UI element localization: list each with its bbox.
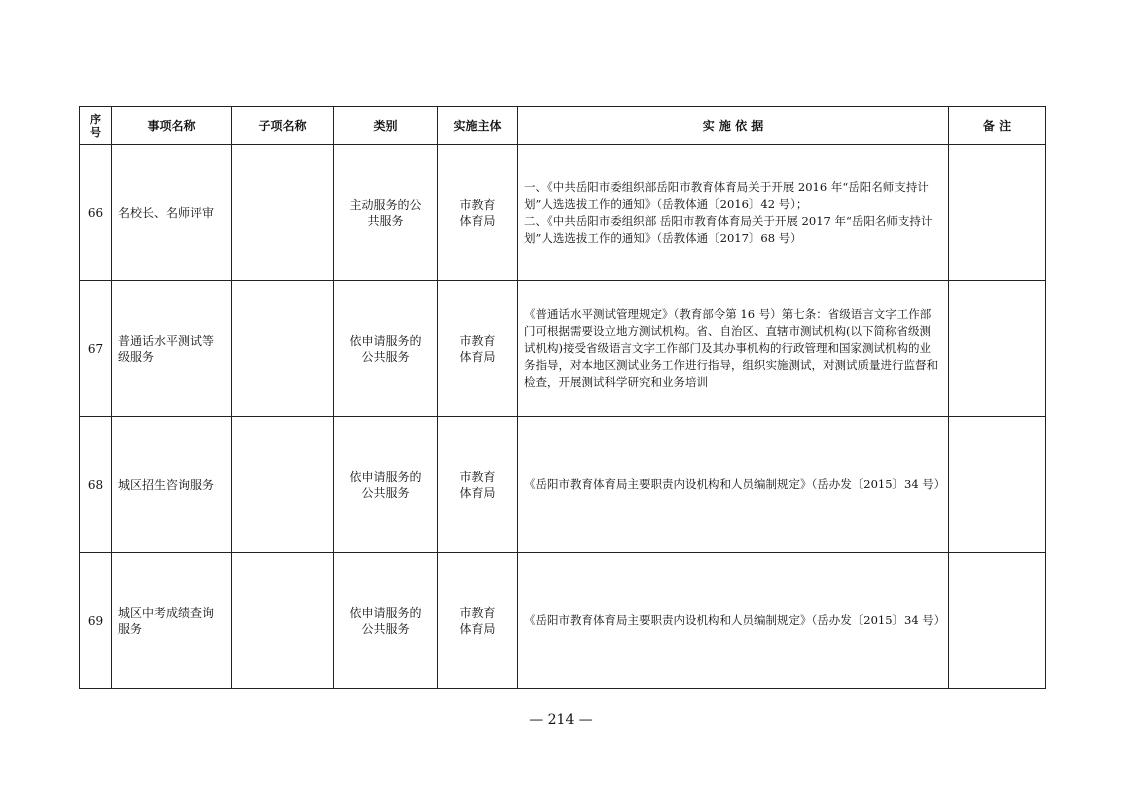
cell-category [334,281,438,417]
cell-basis [518,281,949,417]
cell-remark [949,145,1046,281]
cell-basis [518,553,949,689]
cell-category [334,145,438,281]
header-seq: 序号 [80,107,112,145]
cell-item-name: 普通话水平测试等级服务 [112,281,232,417]
header-category: 类别 [334,107,438,145]
cell-category [334,417,438,553]
basis-clause: 二、《中共岳阳市委组织部 岳阳市教育体育局关于开展 2017 年“岳阳名师支持计划”人选选拔工作的通知》（岳教体通〔2017〕68 号） [524,213,933,245]
cell-remark [949,281,1046,417]
category-text: 依申请服务的公共服务 [349,469,422,500]
header-basis: 实 施 依 据 [518,107,949,145]
service-items-table [79,106,1046,689]
cell-implementing-body [438,281,518,417]
header-implementing-body: 实施主体 [438,107,518,145]
basis-clause: 《岳阳市教育体育局主要职责内设机构和人员编制规定》（岳办发〔2015〕34 号） [524,613,946,627]
table-row [80,281,1046,417]
table-row [80,417,1046,553]
page-number: — 214 — [529,712,593,728]
table-header-row [80,107,1046,145]
cell-sub-item-name [232,281,334,417]
cell-basis [518,145,949,281]
basis-clause: 《岳阳市教育体育局主要职责内设机构和人员编制规定》（岳办发〔2015〕34 号） [524,477,946,491]
cell-item-name: 名校长、名师评审 [112,145,232,281]
body-text: 市教育体育局 [459,469,496,500]
cell-remark [949,417,1046,553]
cell-implementing-body [438,145,518,281]
cell-implementing-body [438,417,518,553]
category-text: 依申请服务的公共服务 [349,605,422,636]
body-text: 市教育体育局 [459,605,496,636]
cell-category [334,553,438,689]
cell-seq: 66 [80,145,112,281]
cell-sub-item-name [232,553,334,689]
cell-item-name: 城区中考成绩查询服务 [112,553,232,689]
cell-item-name: 城区招生咨询服务 [112,417,232,553]
cell-implementing-body [438,553,518,689]
cell-seq: 67 [80,281,112,417]
cell-sub-item-name [232,417,334,553]
basis-clause: 《普通话水平测试管理规定》（教育部令第 16 号）第七条：省级语言文字工作部门可根据需要设立地方测试机构。省、自治区、直辖市测试机构(以下简称省级测试机构)接受省级语言文字工作部门及其办事机构的行政管理和国家测试机构的业务指导，对本地区测试业务工作进行指导，组织实施测试，对测试质量进行监督和检查，开展测试科学研究和业务培训 [524,307,938,389]
header-sub-item-name: 子项名称 [232,107,334,145]
header-remark: 备 注 [949,107,1046,145]
cell-sub-item-name [232,145,334,281]
cell-remark [949,553,1046,689]
table-row [80,553,1046,689]
basis-clause: 一、《中共岳阳市委组织部岳阳市教育体育局关于开展 2016 年“岳阳名师支持计划”人选选拔工作的通知》（岳教体通〔2016〕42 号）； [524,179,929,211]
header-item-name: 事项名称 [112,107,232,145]
cell-basis [518,417,949,553]
cell-seq: 69 [80,553,112,689]
category-text: 依申请服务的公共服务 [349,333,422,364]
body-text: 市教育体育局 [459,197,496,228]
category-text: 主动服务的公共服务 [349,197,422,228]
table-row [80,145,1046,281]
body-text: 市教育体育局 [459,333,496,364]
cell-seq: 68 [80,417,112,553]
